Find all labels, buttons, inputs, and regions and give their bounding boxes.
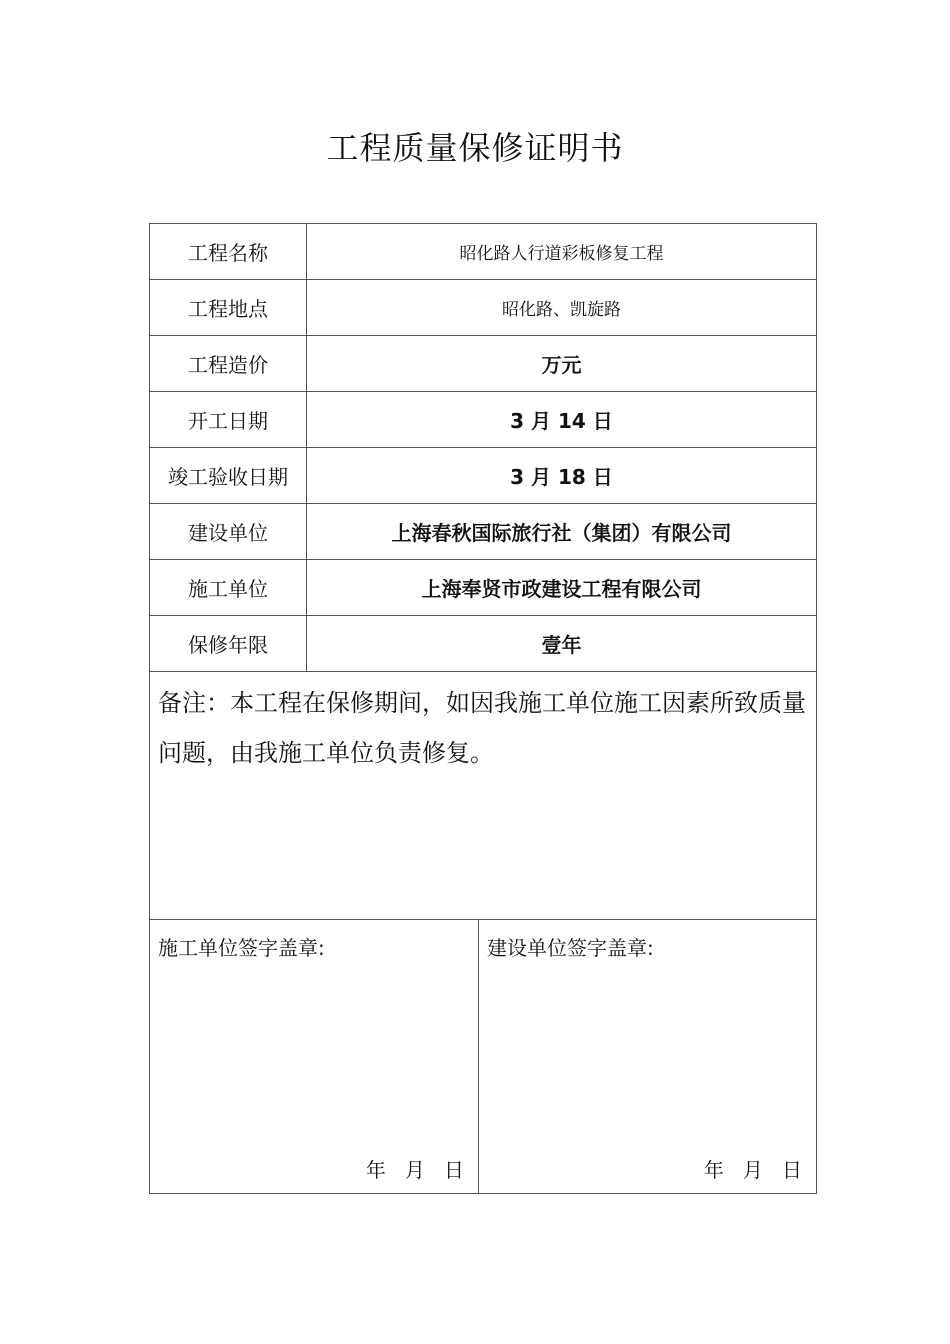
- contractor-unit-value: 上海奉贤市政建设工程有限公司: [307, 560, 817, 616]
- completion-date-label: 竣工验收日期: [150, 448, 307, 504]
- project-cost-value: 万元: [307, 336, 817, 392]
- remarks-text: 备注：本工程在保修期间，如因我施工单位施工因素所致质量问题，由我施工单位负责修复。: [150, 672, 817, 920]
- start-date-label: 开工日期: [150, 392, 307, 448]
- project-location-row: [150, 280, 817, 336]
- certificate-table: [149, 223, 817, 1194]
- contractor-unit-row: [150, 560, 817, 616]
- signature-row: [150, 920, 817, 1194]
- start-date-row: [150, 392, 817, 448]
- client-unit-row: [150, 504, 817, 560]
- project-name-value: 昭化路人行道彩板修复工程: [307, 224, 817, 280]
- contractor-signature-box: [150, 920, 479, 1194]
- contractor-signature-date: 年 月 日: [365, 1158, 464, 1182]
- remarks-row: [150, 672, 817, 920]
- contractor-signature-label: 施工单位签字盖章:: [158, 936, 325, 960]
- project-cost-label: 工程造价: [150, 336, 307, 392]
- completion-date-value: 3 月 18 日: [307, 448, 817, 504]
- client-signature-box: [479, 920, 817, 1194]
- client-unit-label: 建设单位: [150, 504, 307, 560]
- start-date-value: 3 月 14 日: [307, 392, 817, 448]
- warranty-period-value: 壹年: [307, 616, 817, 672]
- warranty-period-label: 保修年限: [150, 616, 307, 672]
- project-name-row: [150, 224, 817, 280]
- contractor-unit-label: 施工单位: [150, 560, 307, 616]
- document-title: 工程质量保修证明书: [326, 129, 624, 167]
- project-location-value: 昭化路、凯旋路: [307, 280, 817, 336]
- client-unit-value: 上海春秋国际旅行社（集团）有限公司: [307, 504, 817, 560]
- project-cost-row: [150, 336, 817, 392]
- project-name-label: 工程名称: [150, 224, 307, 280]
- completion-date-row: [150, 448, 817, 504]
- client-signature-label: 建设单位签字盖章:: [487, 936, 654, 960]
- warranty-period-row: [150, 616, 817, 672]
- client-signature-date: 年 月 日: [703, 1158, 802, 1182]
- project-location-label: 工程地点: [150, 280, 307, 336]
